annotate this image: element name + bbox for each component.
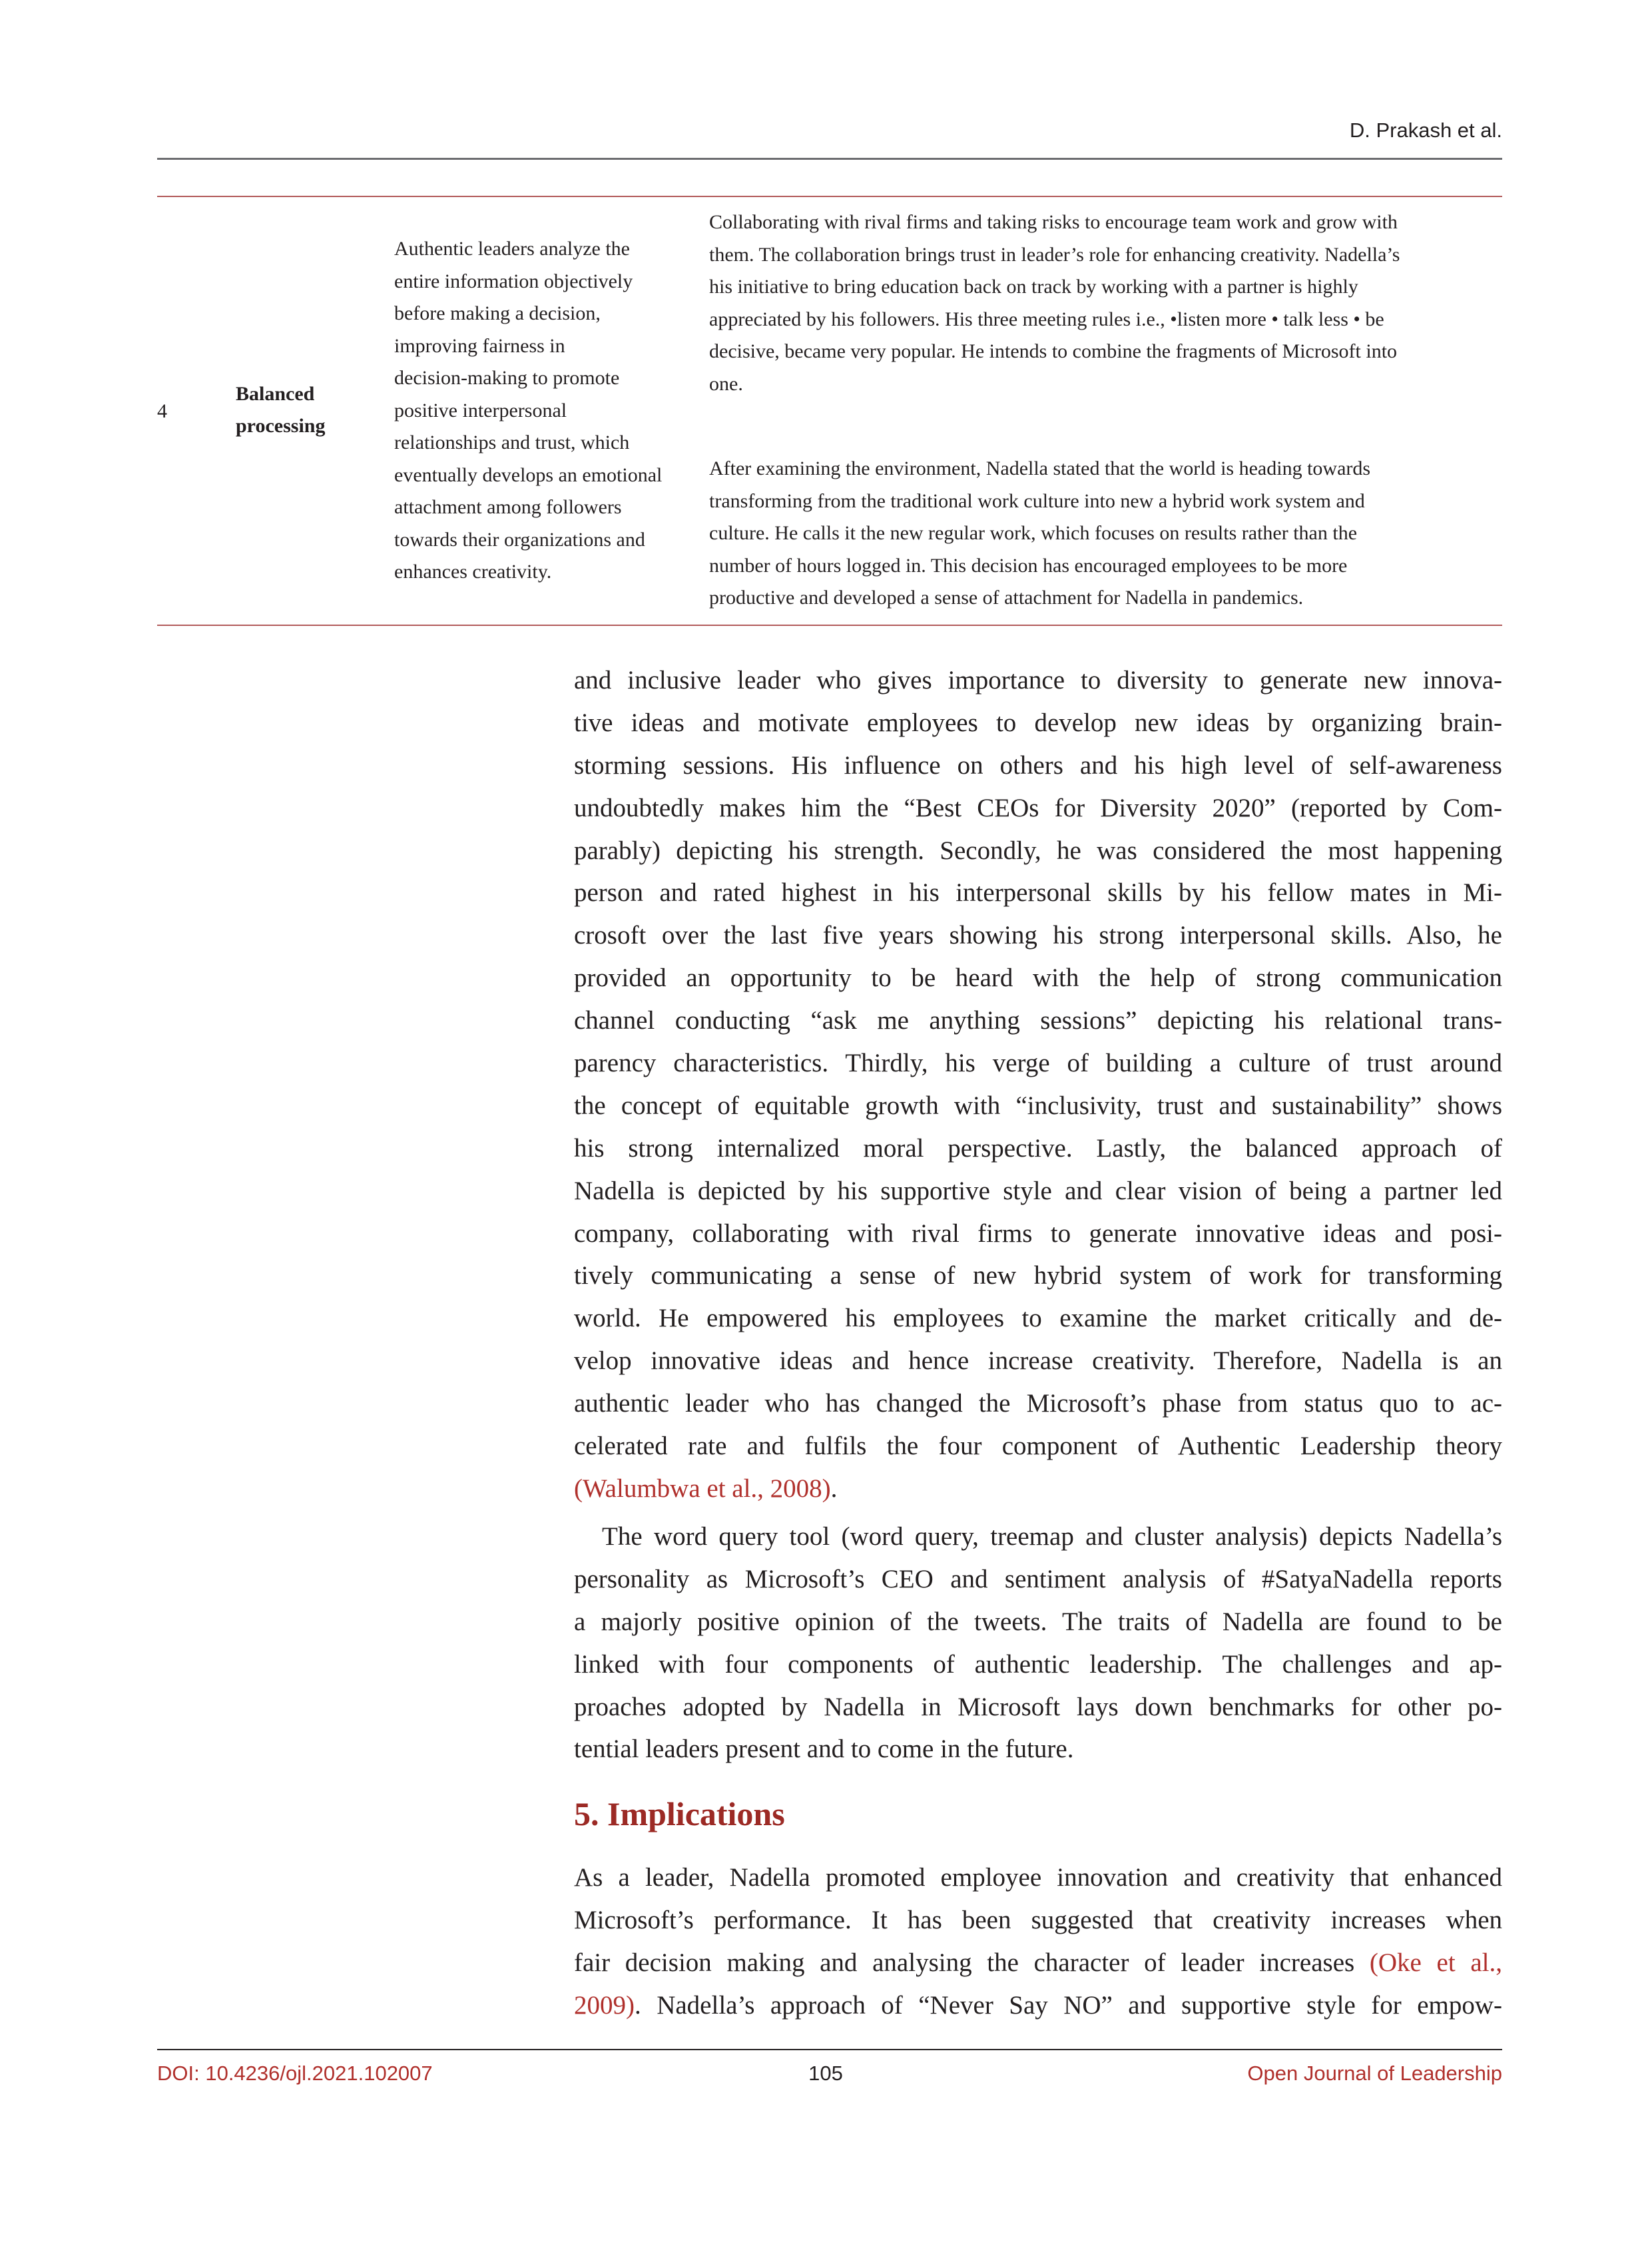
running-head: D. Prakash et al.: [1349, 119, 1502, 142]
text-line: channel conducting “ask me anything sessions” depicting his relational trans-: [574, 1006, 1502, 1035]
example-line: one.: [709, 372, 743, 395]
citation-link[interactable]: (Oke et al.,: [1369, 1948, 1502, 1977]
table-top-rule: [157, 196, 1502, 197]
text-line: [574, 1942, 1502, 1984]
table-definition-cell: [394, 233, 707, 589]
example-line: culture. He calls it the new regular work, which focuses on results rather than the: [709, 522, 1358, 544]
text-line: storming sessions. His influence on others and his high level of self-awareness: [574, 750, 1502, 780]
example-line: transforming from the traditional work culture into new a hybrid work system and: [709, 489, 1365, 512]
text-line: The word query tool (word query, treemap and cluster analysis) depicts Nadella’s: [602, 1522, 1502, 1551]
definition-line: improving fairness in: [394, 334, 565, 357]
text-line: Microsoft’s performance. It has been suggested that creativity increases when: [574, 1905, 1502, 1934]
table-row-number: 4: [157, 400, 167, 422]
text-line: linked with four components of authentic leadership. The challenges and ap-: [574, 1649, 1502, 1679]
text-line: Nadella is depicted by his supportive style and clear vision of being a partner led: [574, 1176, 1502, 1205]
text-line: parency characteristics. Thirdly, his verge of building a culture of trust around: [574, 1049, 1502, 1078]
definition-line: eventually develops an emotional: [394, 463, 663, 486]
definition-line: entire information objectively: [394, 270, 633, 292]
citation-link[interactable]: (Walumbwa et al., 2008): [574, 1474, 831, 1503]
text-line: personality as Microsoft’s CEO and sentiment analysis of #SatyaNadella reports: [574, 1564, 1502, 1593]
footer-page-number: 105: [808, 2062, 843, 2085]
section-heading: 5. Implications: [574, 1795, 785, 1832]
text-line: undoubtedly makes him the “Best CEOs for Diversity 2020” (reported by Com-: [574, 793, 1502, 822]
text-fragment: .: [830, 1474, 838, 1503]
text-line: celerated rate and fulfils the four component of Authentic Leadership theory: [574, 1432, 1502, 1461]
footer-rule: [157, 2049, 1502, 2050]
text-line: world. He empowered his employees to examine the market critically and de-: [574, 1304, 1502, 1333]
component-line: Balanced: [236, 383, 315, 405]
definition-line: decision-making to promote: [394, 367, 620, 389]
body-paragraph-2: [574, 1516, 1502, 1771]
component-line: processing: [236, 415, 326, 437]
text-line: person and rated highest in his interpersonal skills by his fellow mates in Mi-: [574, 878, 1502, 908]
body-paragraph-3: [574, 1856, 1502, 2027]
body-paragraph-1: [574, 659, 1502, 1510]
example-line: them. The collaboration brings trust in leader’s role for enhancing creativity. Nadella’s: [709, 243, 1400, 266]
text-line: and inclusive leader who gives importance to diversity to generate new innova-: [574, 666, 1502, 695]
text-line: a majorly positive opinion of the tweets. The traits of Nadella are found to be: [574, 1607, 1502, 1636]
header-rule: [157, 158, 1502, 160]
footer-doi[interactable]: DOI: 10.4236/ojl.2021.102007: [157, 2062, 433, 2085]
example-line: decisive, became very popular. He intends to combine the fragments of Microsoft into: [709, 340, 1398, 362]
text-line: parably) depicting his strength. Secondly, he was considered the most happening: [574, 836, 1502, 865]
example-line: appreciated by his followers. His three meeting rules i.e., •listen more • talk less • be: [709, 308, 1384, 330]
text-line: tive ideas and motivate employees to develop new ideas by organizing brain-: [574, 708, 1502, 737]
text-line: [574, 1984, 1502, 2027]
text-line: As a leader, Nadella promoted employee innovation and creativity that enhanced: [574, 1863, 1502, 1892]
citation-link[interactable]: 2009): [574, 1990, 635, 2020]
text-line: provided an opportunity to be heard with the help of strong communication: [574, 964, 1502, 993]
text-line: tential leaders present and to come in the future.: [574, 1735, 1074, 1764]
text-line: crosoft over the last five years showing his strong interpersonal skills. Also, he: [574, 921, 1502, 950]
definition-line: relationships and trust, which: [394, 431, 630, 453]
example-line: number of hours logged in. This decision has encouraged employees to be more: [709, 554, 1348, 577]
table-component-name: [236, 378, 325, 442]
text-line: velop innovative ideas and hence increase creativity. Therefore, Nadella is an: [574, 1346, 1502, 1376]
definition-line: positive interpersonal: [394, 399, 567, 421]
definition-line: attachment among followers: [394, 496, 622, 518]
text-fragment: . Nadella’s approach of “Never Say NO” and supportive style for empow-: [635, 1990, 1502, 2020]
text-line: his strong internalized moral perspective. Lastly, the balanced approach of: [574, 1133, 1502, 1163]
table-example-cell-2: [709, 453, 1505, 615]
definition-line: towards their organizations and: [394, 528, 645, 551]
text-line: tively communicating a sense of new hybrid system of work for transforming: [574, 1261, 1502, 1290]
text-line: [574, 1468, 1502, 1510]
example-line: productive and developed a sense of attachment for Nadella in pandemics.: [709, 587, 1304, 609]
example-line: his initiative to bring education back on track by working with a partner is highly: [709, 276, 1358, 298]
text-fragment: fair decision making and analysing the character of leader increases: [574, 1948, 1370, 1977]
definition-line: before making a decision,: [394, 302, 601, 324]
text-line: the concept of equitable growth with “inclusivity, trust and sustainability” shows: [574, 1091, 1502, 1120]
definition-line: Authentic leaders analyze the: [394, 238, 630, 260]
text-line: company, collaborating with rival firms to generate innovative ideas and posi-: [574, 1219, 1502, 1248]
definition-line: enhances creativity.: [394, 561, 552, 583]
example-line: Collaborating with rival firms and taking risks to encourage team work and grow with: [709, 211, 1398, 233]
table-example-cell-1: [709, 206, 1505, 400]
example-line: After examining the environment, Nadella stated that the world is heading towards: [709, 457, 1371, 479]
footer-journal-name[interactable]: Open Journal of Leadership: [1247, 2062, 1502, 2085]
text-line: authentic leader who has changed the Microsoft’s phase from status quo to ac-: [574, 1389, 1502, 1418]
table-bottom-rule: [157, 625, 1502, 626]
text-line: proaches adopted by Nadella in Microsoft lays down benchmarks for other po-: [574, 1692, 1502, 1721]
